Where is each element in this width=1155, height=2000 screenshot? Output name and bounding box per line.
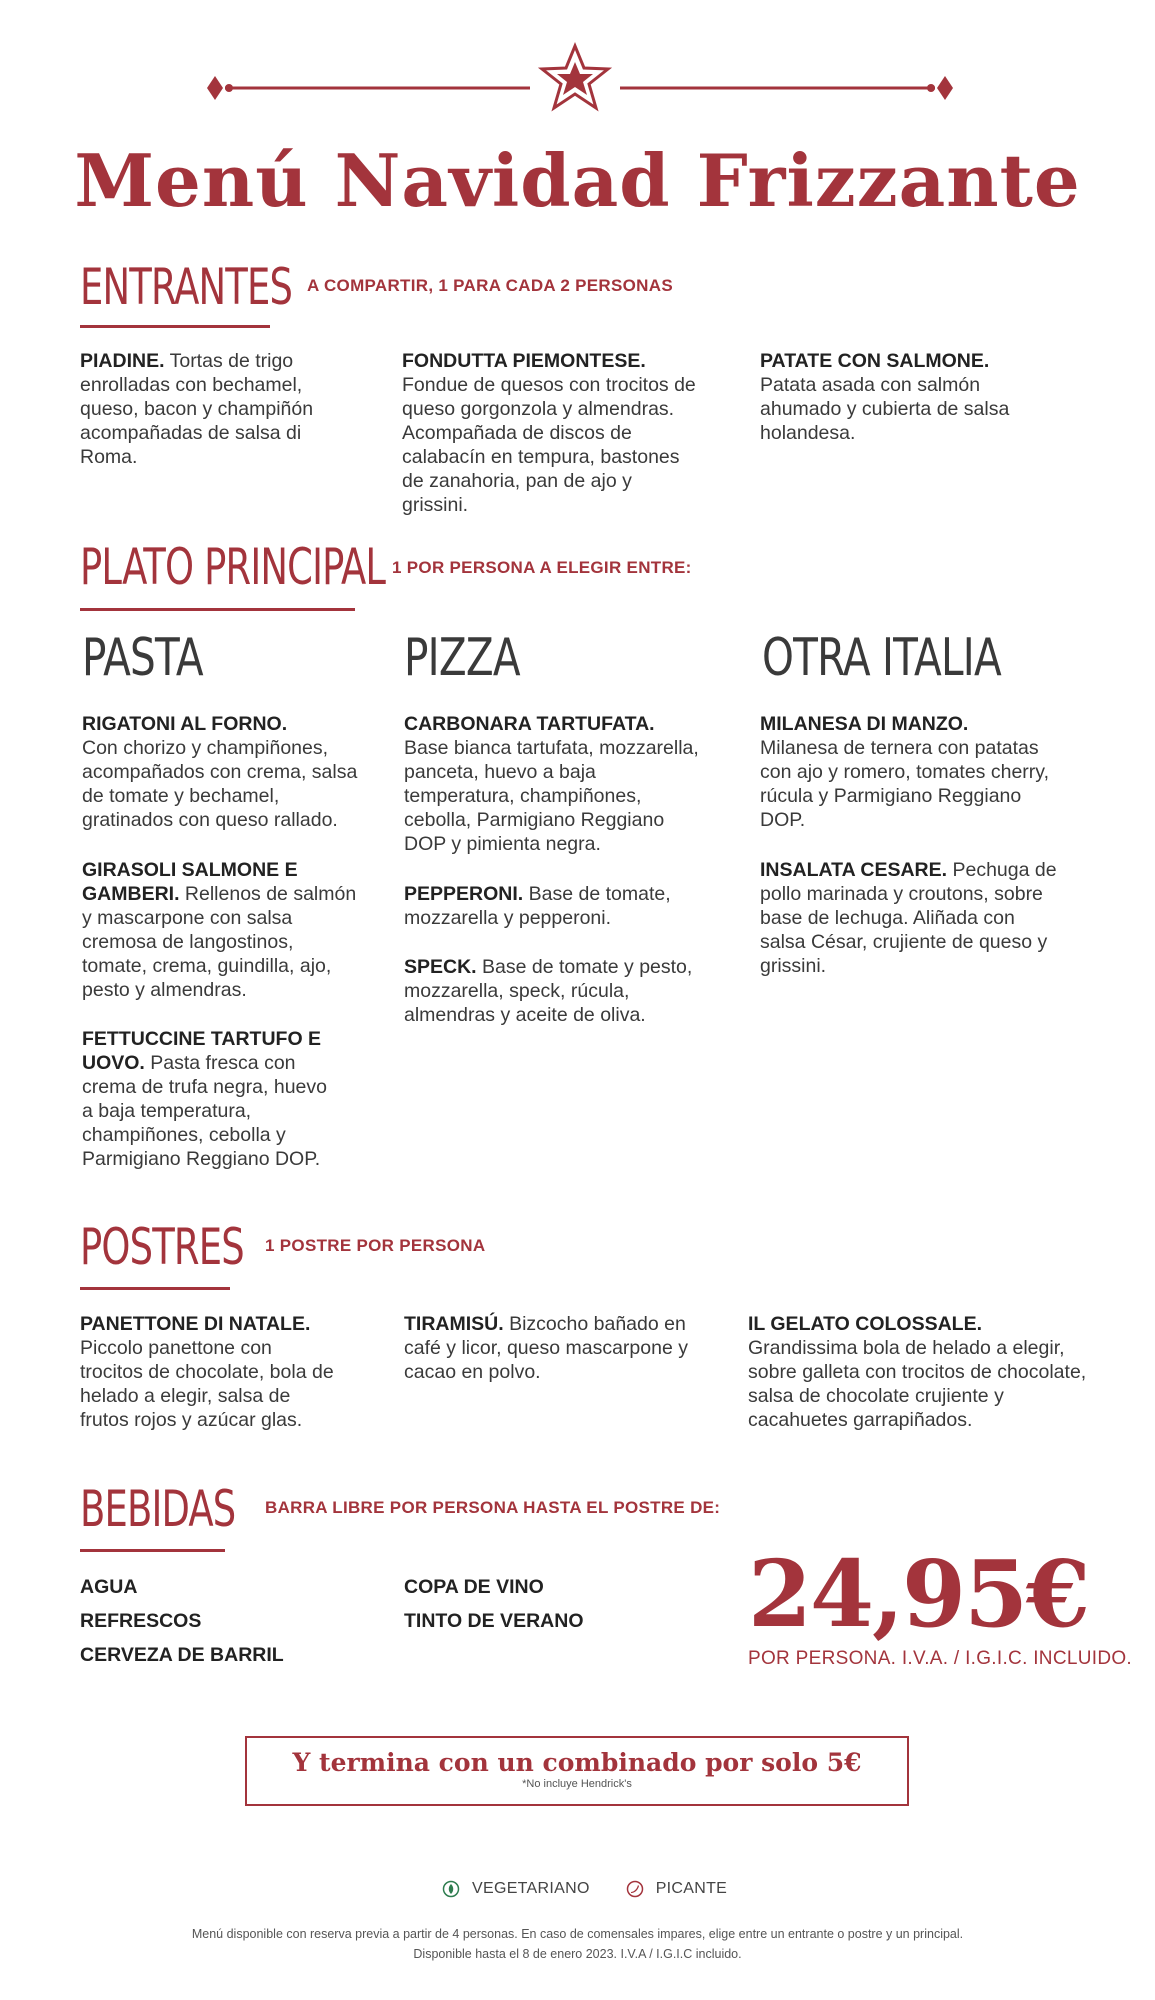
menu-item — [80, 1312, 340, 1432]
price: 24,95€ — [748, 1540, 1089, 1648]
combo-footnote: *No incluye Hendrick's — [522, 1778, 632, 1790]
drink-item: REFRESCOS — [80, 1610, 202, 1632]
menu-item — [404, 1312, 694, 1384]
item-name: IL GELATO COLOSSALE. — [748, 1313, 983, 1335]
menu-item — [760, 349, 1020, 445]
item-desc: Base de tomate y pesto, mozzarella, speck, rúcula, almendras y aceite de oliva. — [404, 956, 693, 1026]
section-heading-bebidas: BEBIDAS — [80, 1480, 236, 1538]
footer — [0, 1924, 1155, 1964]
right-diamond-icon — [937, 76, 953, 100]
item-desc: Pasta fresca con crema de trufa negra, huevo a baja temperatura, champiñones, cebolla y Parmigiano Reggiano DOP. — [82, 1052, 327, 1170]
item-name: PIADINE. — [80, 350, 165, 372]
legend-vegetarian-label: VEGETARIANO — [472, 1880, 590, 1897]
legend-spicy-label: PICANTE — [655, 1880, 728, 1897]
legend — [442, 1880, 727, 1898]
menu-item — [80, 349, 340, 469]
item-name: INSALATA CESARE. — [760, 859, 948, 881]
drinks-column-1 — [80, 1570, 284, 1672]
menu-item — [760, 712, 1050, 832]
item-name: PATATE CON SALMONE. — [760, 350, 990, 372]
section-heading-postres: POSTRES — [80, 1218, 244, 1276]
footer-line: Menú disponible con reserva previa a partir de 4 personas. En caso de comensales impares, elige entre un entrante o postre y un principal. — [191, 1927, 964, 1941]
column-title-otra-italia: OTRA ITALIA — [762, 628, 1001, 688]
item-name: SPECK. — [404, 956, 477, 978]
footer-line: Disponible hasta el 8 de enero 2023. I.V.A / I.G.I.C incluido. — [413, 1947, 742, 1961]
section-note-bebidas: BARRA LIBRE POR PERSONA HASTA EL POSTRE DE: — [265, 1498, 721, 1517]
drink-item: AGUA — [80, 1576, 138, 1598]
item-name: CARBONARA TARTUFATA. — [404, 713, 655, 735]
vegetarian-icon — [442, 1880, 460, 1898]
drink-item: TINTO DE VERANO — [404, 1610, 584, 1632]
item-name: FONDUTTA PIEMONTESE. — [402, 350, 646, 372]
menu-item — [82, 1027, 332, 1171]
menu-item — [82, 858, 362, 1002]
item-name: PANETTONE DI NATALE. — [80, 1313, 311, 1335]
section-heading-entrantes: ENTRANTES — [80, 258, 293, 316]
menu-item — [748, 1312, 1088, 1432]
menu-item — [404, 955, 704, 1027]
item-desc: Grandissima bola de helado a elegir, sobre galleta con trocitos de chocolate, salsa de chocolate crujiente y cacahuetes garrapiñados. — [748, 1337, 1087, 1431]
drink-item: CERVEZA DE BARRIL — [80, 1644, 284, 1666]
section-note-principal: 1 POR PERSONA A ELEGIR ENTRE: — [392, 558, 692, 577]
column-title-pizza: PIZZA — [404, 628, 520, 688]
drinks-column-2 — [404, 1570, 584, 1638]
star-icon — [542, 46, 608, 108]
item-name: TIRAMISÚ. — [404, 1313, 504, 1335]
menu-item — [404, 712, 704, 856]
menu-item — [82, 712, 362, 832]
section-heading-principal: PLATO PRINCIPAL — [80, 538, 386, 596]
item-desc: Con chorizo y champiñones, acompañados con crema, salsa de tomate y bechamel, gratinados con queso rallado. — [82, 737, 358, 831]
section-rule — [80, 325, 270, 328]
section-rule — [80, 1287, 230, 1290]
page-title: Menú Navidad Frizzante — [74, 138, 1081, 223]
item-name: FETTUCCINE TARTUFO E UOVO. — [82, 1028, 322, 1074]
item-desc: Pechuga de pollo marinada y croutons, sobre base de lechuga. Aliñada con salsa César, crujiente de queso y grissini. — [760, 859, 1057, 977]
section-note-postres: 1 POSTRE POR PERSONA — [265, 1236, 486, 1255]
item-name: PEPPERONI. — [404, 883, 524, 905]
menu-item — [404, 882, 694, 930]
section-rule — [80, 608, 355, 611]
menu-item — [402, 349, 702, 517]
item-name: MILANESA DI MANZO. — [760, 713, 969, 735]
item-desc: Piccolo panettone con trocitos de chocolate, bola de helado a elegir, salsa de frutos rojos y azúcar glas. — [80, 1337, 334, 1431]
drink-item: COPA DE VINO — [404, 1576, 544, 1598]
left-diamond-icon — [207, 76, 223, 100]
menu-item — [760, 858, 1060, 978]
item-desc: Fondue de quesos con trocitos de queso gorgonzola y almendras. Acompañada de discos de calabacín en tempura, bastones de zanahoria, pan de ajo y grissini. — [402, 374, 696, 516]
item-name: GIRASOLI SALMONE E GAMBERI. — [82, 859, 298, 905]
column-title-pasta: PASTA — [82, 628, 203, 688]
item-desc: Bizcocho bañado en café y licor, queso mascarpone y cacao en polvo. — [404, 1313, 688, 1383]
section-rule — [80, 1549, 225, 1552]
header-ornament — [195, 40, 965, 120]
item-desc: Milanesa de ternera con patatas con ajo y romero, tomates cherry, rúcula y Parmigiano Reggiano DOP. — [760, 737, 1049, 831]
combo-banner — [245, 1736, 909, 1806]
item-desc: Rellenos de salmón y mascarpone con salsa cremosa de langostinos, tomate, crema, guindilla, ajo, pesto y almendras. — [82, 883, 357, 1001]
combo-text: Y termina con un combinado por solo 5€ — [292, 1748, 862, 1777]
item-desc: Tortas de trigo enrolladas con bechamel, queso, bacon y champiñón acompañadas de salsa di Roma. — [80, 350, 314, 468]
section-note-entrantes: A COMPARTIR, 1 PARA CADA 2 PERSONAS — [307, 276, 673, 295]
item-desc: Base de tomate, mozzarella y pepperoni. — [404, 883, 671, 929]
price-note: POR PERSONA. I.V.A. / I.G.I.C. INCLUIDO. — [748, 1648, 1132, 1669]
item-desc: Base bianca tartufata, mozzarella, panceta, huevo a baja temperatura, champiñones, cebolla, Parmigiano Reggiano DOP y pimienta negra. — [404, 737, 699, 855]
item-name: RIGATONI AL FORNO. — [82, 713, 288, 735]
item-desc: Patata asada con salmón ahumado y cubierta de salsa holandesa. — [760, 374, 1010, 444]
spicy-icon — [626, 1880, 644, 1898]
